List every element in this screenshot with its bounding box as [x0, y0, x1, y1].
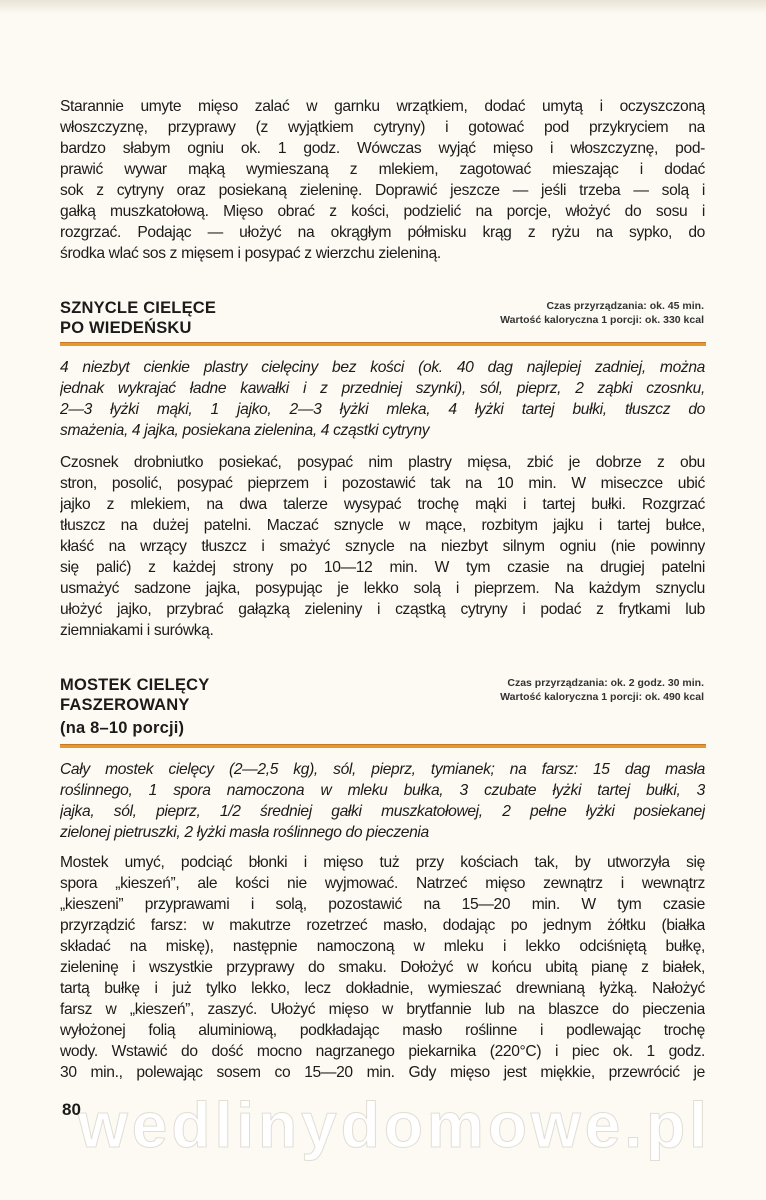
- text-line: włoszczyznę, przyprawy (z wyjątkiem cytryny) i gotować pod przykryciem na: [60, 119, 705, 136]
- intro-paragraph: [60, 96, 705, 264]
- prep-time: Czas przyrządzania: ok. 2 godz. 30 min.: [507, 677, 704, 689]
- title-line: MOSTEK CIELĘCY: [60, 676, 210, 694]
- text-line: kłaść na wrzący tłuszcz i smażyć sznycle na niezbyt silnym ogniu (nie powinny: [60, 538, 705, 555]
- divider-rule: [60, 744, 706, 748]
- text-line: spora „kieszeń”, ale kości nie wyjmować. Natrzeć mięso zewnątrz i wewnątrz: [60, 875, 705, 892]
- text-line: przyrządzić farsz: w makutrze rozetrzeć masło, dodając po jednym żółtku (białka: [60, 917, 705, 934]
- text-line: jednak wykrajać ładne kawałki i z przedniej szynki), sól, pieprz, 2 ząbki czosnku,: [60, 380, 705, 397]
- recipe-meta-sznycle: [500, 299, 704, 327]
- page-number: 80: [62, 1100, 81, 1119]
- servings: (na 8–10 porcji): [60, 719, 185, 737]
- recipe-title-mostek: [60, 675, 209, 738]
- text-line: Cały mostek cielęcy (2—2,5 kg), sól, pieprz, tymianek; na farsz: 15 dag masła: [60, 761, 705, 778]
- text-line: tłuszcz na dużej patelni. Maczać sznycle w mące, rozbitym jajku i tartej bułce,: [60, 517, 705, 534]
- text-line: prawić wywar mąką wymieszaną z mlekiem, zagotować mieszając i dodać: [60, 161, 705, 178]
- text-line: 30 min., polewając sosem co 15—20 min. Gdy mięso jest miękkie, przewrócić je: [60, 1064, 705, 1081]
- text-line: Starannie umyte mięso zalać w garnku wrzątkiem, dodać umytą i oczyszczoną: [60, 98, 705, 115]
- method-mostek: [60, 852, 705, 1083]
- text-line: się palić) z każdej strony po 10—12 min. W tym czasie na drugiej patelni: [60, 559, 705, 576]
- text-line: gałką muszkatołową. Mięso obrać z kości, podzielić na porcje, włożyć do sosu i: [60, 203, 705, 220]
- text-line: składać na miskę), następnie namoczoną w mleku i lekko odciśniętą bułkę,: [60, 938, 705, 955]
- watermark: wedlinydomowe.pl: [78, 1089, 711, 1161]
- text-line: roślinnego, 1 spora namoczona w mleku bułka, 3 czubate łyżki tartej bułki, 3: [60, 782, 705, 799]
- text-line: bardzo słabym ogniu ok. 1 godz. Wówczas wyjąć mięso i włoszczyznę, pod-: [60, 140, 705, 157]
- title-line: PO WIEDEŃSKU: [60, 319, 192, 337]
- text-line: jajko z mlekiem, na dwa talerze wysypać trochę mąki i tartej bułki. Rozgrzać: [60, 496, 705, 513]
- ingredients-sznycle: [60, 357, 705, 441]
- text-line: sok z cytryny oraz posiekaną zieleninę. Doprawić jeszcze — jeśli trzeba — solą i: [60, 182, 705, 199]
- text-line: usmażyć sadzone jajka, posypując je lekko solą i pieprzem. Na każdym sznyclu: [60, 580, 705, 597]
- text-line: ziemniakami i surówką.: [60, 622, 214, 639]
- recipe-title-sznycle: [60, 298, 216, 338]
- calories: Wartość kaloryczna 1 porcji: ok. 330 kcal: [500, 314, 704, 326]
- text-line: Mostek umyć, podciąć błonki i mięso tuż przy kościach tak, by utworzyła się: [60, 854, 705, 871]
- prep-time: Czas przyrządzania: ok. 45 min.: [546, 300, 704, 312]
- ingredients-mostek: [60, 759, 705, 843]
- text-line: farsz w „kieszeń”, zaszyć. Ułożyć mięso w brytfannie lub na blaszce do pieczenia: [60, 1001, 705, 1018]
- text-line: ułożyć jajko, przybrać gałązką zieleniny i cząstką cytryny i podać z frytkami lub: [60, 601, 705, 618]
- text-line: jajka, sól, pieprz, 1/2 średniej gałki muszkatołowej, 2 pełne łyżki posiekanej: [60, 803, 705, 820]
- divider-rule: [60, 342, 706, 346]
- text-line: „kieszeni” przyprawami i solą, pozostawić na 15—20 min. W tym czasie: [60, 896, 705, 913]
- text-line: rozgrzać. Podając — ułożyć na okrągłym półmisku krąg z ryżu na sypko, do: [60, 224, 705, 241]
- text-line: wyłożonej folią aluminiową, podkładając masło roślinne i podlewając trochę: [60, 1022, 705, 1039]
- text-line: stron, posolić, posypać pieprzem i pozostawić tak na 10 min. W miseczce ubić: [60, 475, 705, 492]
- calories: Wartość kaloryczna 1 porcji: ok. 490 kcal: [500, 691, 704, 703]
- title-line: FASZEROWANY: [60, 696, 190, 714]
- method-sznycle: [60, 452, 705, 641]
- text-line: smażenia, 4 jajka, posiekana zielenina, 4 cząstki cytryny: [60, 422, 430, 439]
- text-line: zielonej pietruszki, 2 łyżki masła roślinnego do pieczenia: [60, 824, 429, 841]
- text-line: 4 niezbyt cienkie plastry cielęciny bez kości (ok. 40 dag najlepiej zadniej, można: [60, 359, 705, 376]
- text-line: Czosnek drobniutko posiekać, posypać nim plastry mięsa, zbić je dobrze z obu: [60, 454, 705, 471]
- text-line: tartą bułkę i już tylko lekko, lecz dokładnie, wymieszać drewnianą łyżką. Nałożyć: [60, 980, 705, 997]
- title-line: SZNYCLE CIELĘCE: [60, 299, 217, 317]
- text-line: wody. Wstawić do dość mocno nagrzanego piekarnika (220°C) i piec ok. 1 godz.: [60, 1043, 705, 1060]
- text-line: środka wlać sos z mięsem i posypać z wierzchu zieleniną.: [60, 245, 441, 262]
- page-edge: [0, 0, 766, 14]
- text-line: zieleninę i wszystkie przyprawy do smaku. Dołożyć w końcu ubitą pianę z białek,: [60, 959, 705, 976]
- text-line: 2—3 łyżki mąki, 1 jajko, 2—3 łyżki mleka, 4 łyżki tartej bułki, tłuszcz do: [60, 401, 705, 418]
- recipe-meta-mostek: [500, 676, 704, 704]
